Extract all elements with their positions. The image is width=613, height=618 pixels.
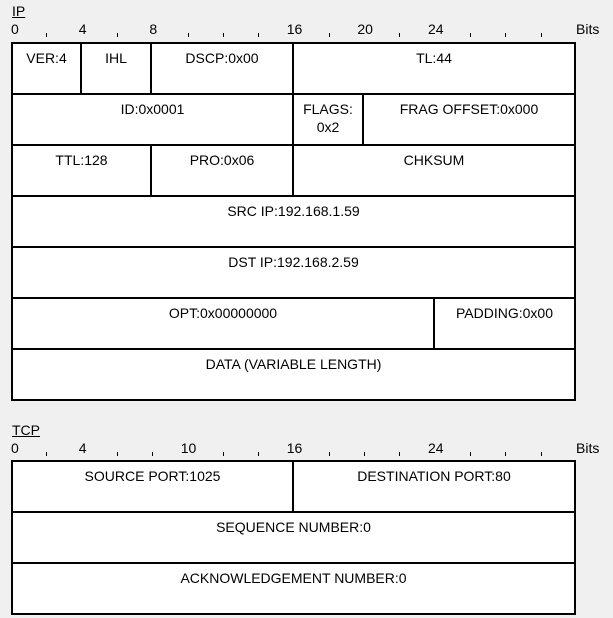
- ip-ruler-tick: [117, 33, 118, 37]
- ip-bit-ruler: [0, 21, 613, 43]
- ip-ruler-tick: [188, 33, 189, 37]
- ip-header-row: [11, 42, 576, 95]
- ip-ruler-label-24: 24: [427, 21, 444, 37]
- ip-header-row: [11, 93, 576, 146]
- ip-ruler-tick: [329, 33, 330, 37]
- ip-header-row: [11, 297, 576, 350]
- tcp-ruler-tick: [541, 452, 542, 456]
- tcp-ruler-tick: [258, 452, 259, 456]
- tcp-ruler-tick: [364, 452, 365, 456]
- ip-ruler-label-8: 8: [149, 21, 158, 37]
- ip-field-tl: TL:44: [292, 42, 576, 95]
- ip-field-ihl: IHL: [80, 42, 152, 95]
- ip-field-chksum: CHKSUM: [292, 144, 576, 197]
- ip-field-dscp: DSCP:0x00: [150, 42, 294, 95]
- tcp-ruler-tick: [152, 452, 153, 456]
- ip-ruler-tick: [399, 33, 400, 37]
- ip-ruler-label-20: 20: [357, 21, 373, 37]
- tcp-ruler-tick: [223, 452, 224, 456]
- tcp-ruler-label-24: 24: [427, 440, 444, 456]
- ip-header-row: [11, 348, 576, 401]
- ip-ruler-label-4: 4: [78, 21, 87, 37]
- tcp-ruler-tick: [470, 452, 471, 456]
- ip-field-flags: FLAGS: 0x2: [292, 93, 364, 146]
- ip-field-opt: OPT:0x00000000: [11, 297, 435, 350]
- tcp-bits-unit-label: Bits: [576, 440, 600, 456]
- ip-header-row: [11, 246, 576, 299]
- tcp-ruler-tick: [505, 452, 506, 456]
- ip-ruler-tick: [541, 33, 542, 37]
- ip-ruler-tick: [505, 33, 506, 37]
- tcp-ruler-label-10: 10: [180, 440, 197, 456]
- ip-ruler-tick: [470, 33, 471, 37]
- tcp-header-row: [11, 562, 576, 615]
- ip-field-frag-offset: FRAG OFFSET:0x000: [362, 93, 576, 146]
- ip-field-ttl: TTL:128: [11, 144, 152, 197]
- ip-ruler-tick: [46, 33, 47, 37]
- tcp-ruler-tick: [399, 452, 400, 456]
- ip-field-padding: PADDING:0x00: [433, 297, 576, 350]
- tcp-ruler-tick: [329, 452, 330, 456]
- tcp-header-row: [11, 511, 576, 564]
- tcp-field-acknowledgement-number: ACKNOWLEDGEMENT NUMBER:0: [11, 562, 576, 615]
- ip-header-row: [11, 195, 576, 248]
- ip-section-title: IP: [12, 3, 26, 19]
- ip-field-pro: PRO:0x06: [150, 144, 294, 197]
- tcp-header-row: [11, 460, 576, 513]
- ip-ruler-label-16: 16: [286, 21, 303, 37]
- tcp-ruler-tick: [46, 452, 47, 456]
- tcp-field-source-port: SOURCE PORT:1025: [11, 460, 294, 513]
- tcp-ruler-label-4: 4: [78, 440, 87, 456]
- ip-field-id: ID:0x0001: [11, 93, 294, 146]
- tcp-ruler-label-0: 0: [11, 440, 19, 456]
- ip-ruler-tick: [258, 33, 259, 37]
- ip-field-data-variable-length: DATA (VARIABLE LENGTH): [11, 348, 576, 401]
- ip-field-dst-ip: DST IP:192.168.2.59: [11, 246, 576, 299]
- ip-field-ver: VER:4: [11, 42, 82, 95]
- tcp-header-diagram: [11, 460, 576, 615]
- ip-ruler-tick: [223, 33, 224, 37]
- ip-header-diagram: [11, 42, 576, 401]
- ip-header-row: [11, 144, 576, 197]
- ip-bits-unit-label: Bits: [576, 21, 600, 37]
- tcp-ruler-label-16: 16: [286, 440, 303, 456]
- tcp-field-sequence-number: SEQUENCE NUMBER:0: [11, 511, 576, 564]
- ip-ruler-label-0: 0: [11, 21, 19, 37]
- tcp-bit-ruler: [0, 440, 613, 462]
- tcp-section-title: TCP: [12, 422, 40, 438]
- tcp-field-destination-port: DESTINATION PORT:80: [292, 460, 576, 513]
- ip-field-src-ip: SRC IP:192.168.1.59: [11, 195, 576, 248]
- tcp-ruler-tick: [117, 452, 118, 456]
